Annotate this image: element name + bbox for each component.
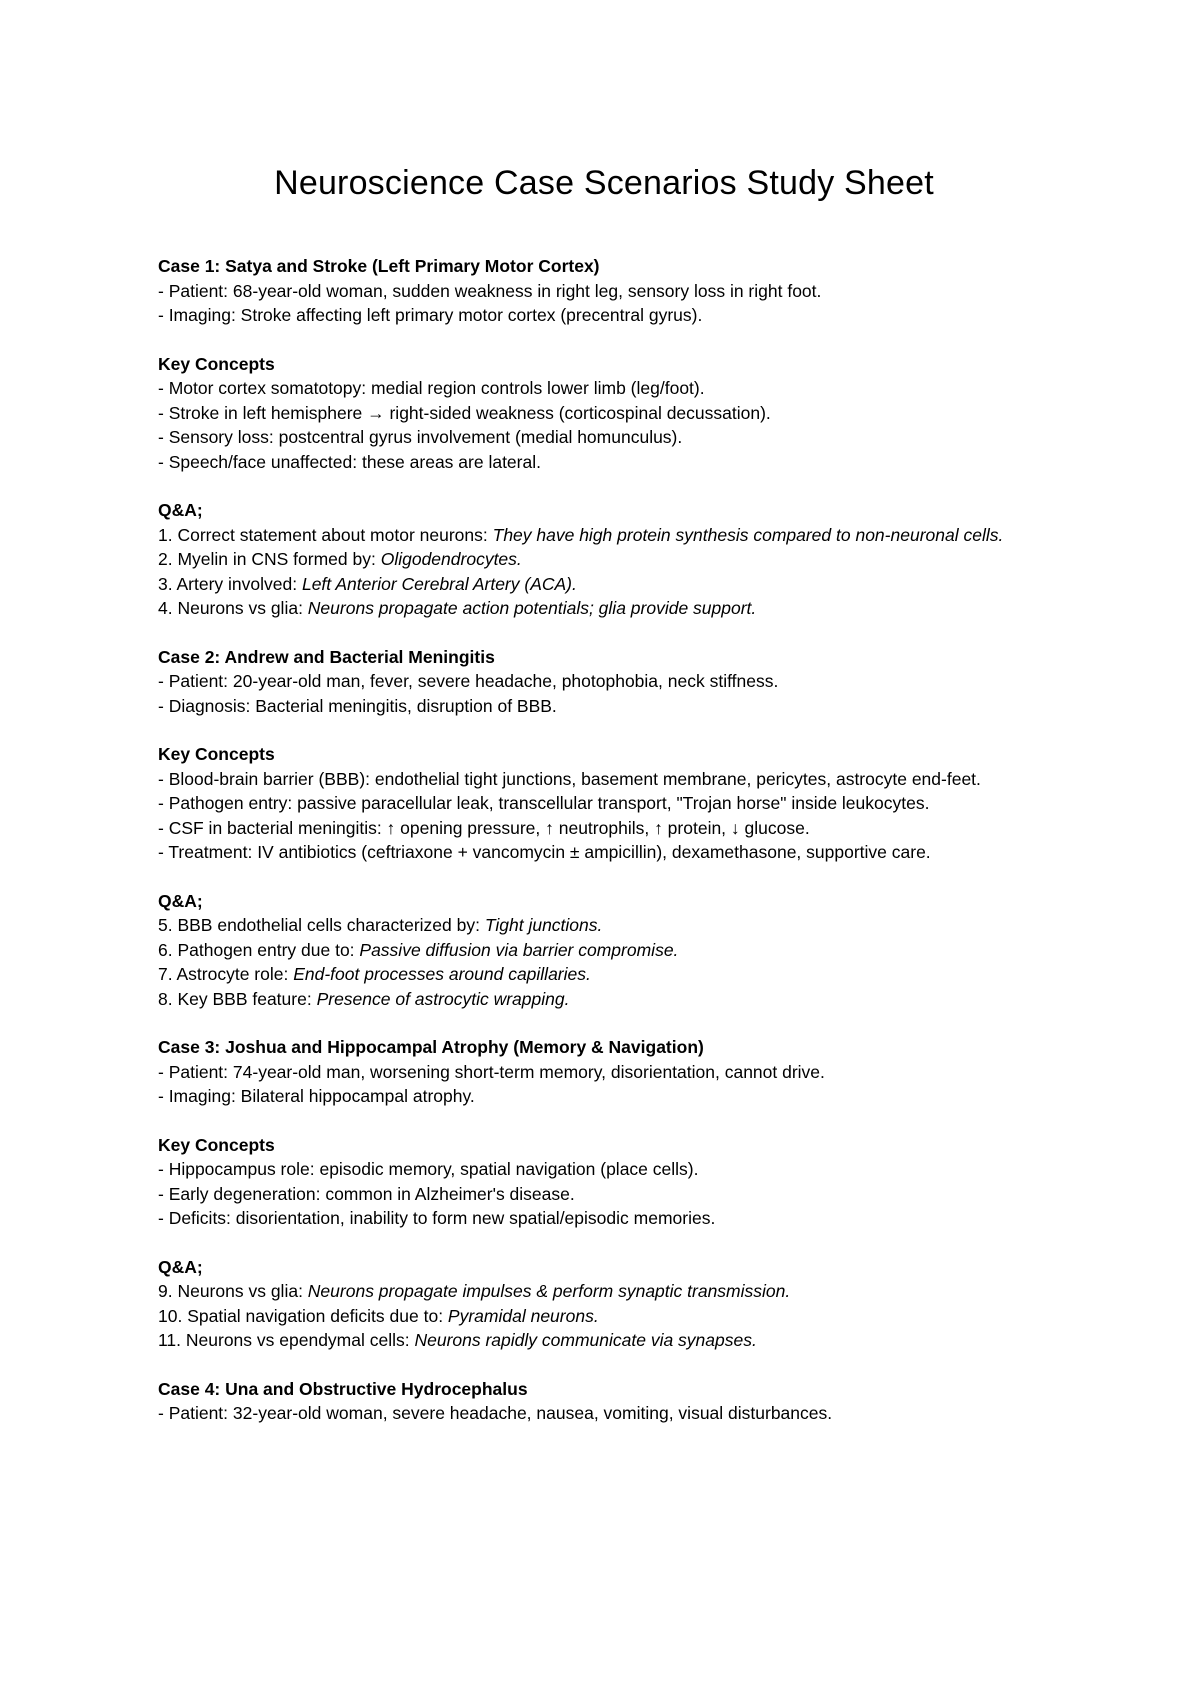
qa-item xyxy=(158,1279,1050,1304)
case-1-qa xyxy=(158,498,1050,621)
qa-item xyxy=(158,987,1050,1012)
case-2-heading: Case 2: Andrew and Bacterial Meningitis xyxy=(158,646,495,667)
key-concepts-heading: Key Concepts xyxy=(158,353,275,374)
qa-question: 1. Correct statement about motor neurons: xyxy=(158,524,493,545)
qa-answer: Neurons propagate action potentials; glia provide support. xyxy=(307,598,757,618)
case-1-heading: Case 1: Satya and Stroke (Left Primary Motor Cortex) xyxy=(158,256,600,276)
key-concept-item: - Sensory loss: postcentral gyrus involvement (medial homunculus). xyxy=(158,427,683,447)
qa-item xyxy=(158,1304,1050,1329)
case-2-qa xyxy=(158,889,1050,1012)
page-title: Neuroscience Case Scenarios Study Sheet xyxy=(274,164,934,202)
qa-question: 3. Artery involved: xyxy=(158,573,302,594)
qa-item xyxy=(158,572,1050,597)
key-concept-item: - CSF in bacterial meningitis: ↑ opening pressure, ↑ neutrophils, ↑ protein, ↓ glucose. xyxy=(158,817,810,838)
qa-item xyxy=(158,913,1050,938)
qa-item xyxy=(158,547,1050,572)
case-2-diagnosis: - Diagnosis: Bacterial meningitis, disruption of BBB. xyxy=(158,695,557,716)
qa-item xyxy=(158,938,1050,963)
key-concept-item: - Pathogen entry: passive paracellular leak, transcellular transport, "Trojan horse" inside leukocytes. xyxy=(158,793,930,813)
qa-question: 11. Neurons vs ependymal cells: xyxy=(158,1330,415,1350)
case-2-patient: - Patient: 20-year-old man, fever, severe headache, photophobia, neck stiffness. xyxy=(158,671,779,691)
qa-answer: Tight junctions. xyxy=(484,915,603,935)
key-concept-item: - Treatment: IV antibiotics (ceftriaxone + vancomycin ± ampicillin), dexamethasone, supportive care. xyxy=(158,842,931,862)
case-3-patient: - Patient: 74-year-old man, worsening short-term memory, disorientation, cannot drive. xyxy=(158,1061,825,1082)
qa-question: 10. Spatial navigation deficits due to: xyxy=(158,1305,448,1326)
key-concepts-heading: Key Concepts xyxy=(158,1134,275,1155)
qa-question: 9. Neurons vs glia: xyxy=(158,1281,308,1301)
case-3-imaging: - Imaging: Bilateral hippocampal atrophy. xyxy=(158,1086,475,1106)
case-1-imaging: - Imaging: Stroke affecting left primary motor cortex (precentral gyrus). xyxy=(158,305,703,325)
case-4-heading: Case 4: Una and Obstructive Hydrocephalus xyxy=(158,1378,528,1399)
case-3-qa xyxy=(158,1255,1050,1353)
qa-question: 6. Pathogen entry due to: xyxy=(158,939,360,960)
qa-answer: Oligodendrocytes. xyxy=(380,549,522,569)
qa-answer: Pyramidal neurons. xyxy=(447,1305,599,1326)
key-concept-item: - Deficits: disorientation, inability to form new spatial/episodic memories. xyxy=(158,1208,716,1228)
qa-item xyxy=(158,596,1050,621)
qa-heading: Q&A; xyxy=(158,500,203,520)
case-4-patient: - Patient: 32-year-old woman, severe headache, nausea, vomiting, visual disturbances. xyxy=(158,1403,833,1423)
qa-item xyxy=(158,523,1050,548)
key-concept-item: - Hippocampus role: episodic memory, spatial navigation (place cells). xyxy=(158,1159,699,1179)
qa-answer: Neurons rapidly communicate via synapses. xyxy=(414,1330,757,1350)
qa-question: 2. Myelin in CNS formed by: xyxy=(158,549,381,569)
case-1-intro xyxy=(158,254,1050,328)
qa-question: 7. Astrocyte role: xyxy=(158,964,294,984)
qa-answer: Left Anterior Cerebral Artery (ACA). xyxy=(301,573,577,594)
case-3-key-concepts xyxy=(158,1133,1050,1231)
qa-question: 8. Key BBB feature: xyxy=(158,988,317,1009)
key-concept-item: - Stroke in left hemisphere → right-sided weakness (corticospinal decussation). xyxy=(158,402,771,423)
qa-item xyxy=(158,1328,1050,1353)
qa-question: 4. Neurons vs glia: xyxy=(158,598,308,618)
key-concept-item: - Blood-brain barrier (BBB): endothelial tight junctions, basement membrane, pericytes, astrocyte end-feet. xyxy=(158,768,981,789)
qa-answer: Neurons propagate impulses & perform synaptic transmission. xyxy=(307,1281,791,1301)
qa-item xyxy=(158,962,1050,987)
qa-heading: Q&A; xyxy=(158,890,203,911)
case-4-intro xyxy=(158,1377,1050,1426)
key-concepts-heading: Key Concepts xyxy=(158,744,275,764)
case-1-patient: - Patient: 68-year-old woman, sudden weakness in right leg, sensory loss in right foot. xyxy=(158,280,822,301)
qa-answer: They have high protein synthesis compared to non-neuronal cells. xyxy=(492,524,1004,545)
key-concept-item: - Motor cortex somatotopy: medial region controls lower limb (leg/foot). xyxy=(158,378,705,398)
case-2-key-concepts xyxy=(158,742,1050,865)
qa-heading: Q&A; xyxy=(158,1256,203,1277)
key-concept-item: - Early degeneration: common in Alzheimer's disease. xyxy=(158,1183,575,1204)
qa-answer: Passive diffusion via barrier compromise. xyxy=(359,939,679,960)
qa-question: 5. BBB endothelial cells characterized by: xyxy=(158,915,485,935)
case-1-key-concepts xyxy=(158,352,1050,475)
qa-answer: Presence of astrocytic wrapping. xyxy=(316,988,570,1009)
case-2-intro xyxy=(158,645,1050,719)
case-3-intro xyxy=(158,1035,1050,1109)
case-3-heading: Case 3: Joshua and Hippocampal Atrophy (Memory & Navigation) xyxy=(158,1037,704,1057)
qa-answer: End-foot processes around capillaries. xyxy=(293,964,591,984)
key-concept-item: - Speech/face unaffected: these areas are lateral. xyxy=(158,451,541,472)
